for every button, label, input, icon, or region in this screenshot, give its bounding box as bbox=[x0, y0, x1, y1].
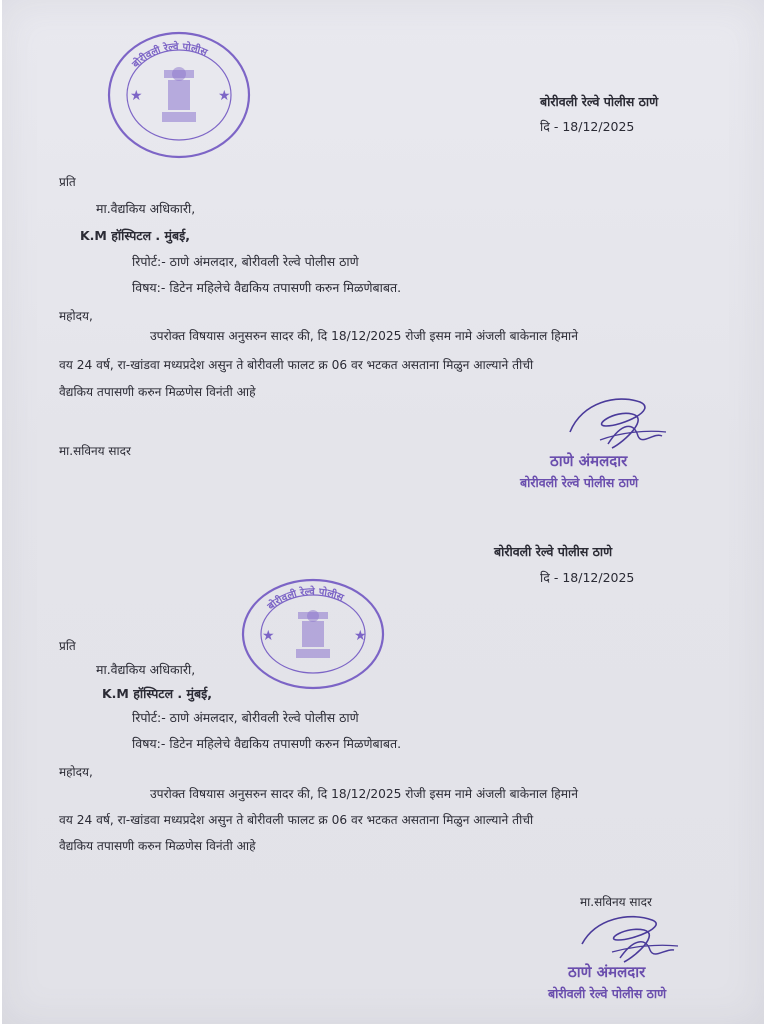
subject-line: विषय:- डिटेन महिलेचे वैद्यकिय तपासणी करुन मिळणेबाबत. bbox=[132, 280, 402, 295]
subject-line: विषय:- डिटेन महिलेचे वैद्यकिय तपासणी करुन मिळणेबाबत. bbox=[132, 736, 402, 751]
stamp-designation: ठाणे अंमलदार bbox=[550, 452, 628, 470]
prati-label: प्रति bbox=[59, 639, 76, 653]
salutation: महोदय, bbox=[59, 765, 93, 779]
station-name: बोरीवली रेल्वे पोलीस ठाणे bbox=[540, 94, 659, 109]
signature-icon bbox=[562, 392, 672, 454]
report-line: रिपोर्ट:- ठाणे अंमलदार, बोरीवली रेल्वे पोलीस ठाणे bbox=[132, 254, 359, 269]
svg-text:★: ★ bbox=[130, 88, 143, 104]
letter-date: दि - 18/12/2025 bbox=[540, 570, 635, 585]
svg-text:★: ★ bbox=[354, 628, 367, 644]
body-line-2: वय 24 वर्ष, रा-खांडवा मध्यप्रदेश असुन ते बोरीवली फालट क्र 06 वर भटकत असताना मिळुन आल्याने तीची bbox=[59, 358, 534, 372]
recipient-line-1: मा.वैद्यकिय अधिकारी, bbox=[96, 662, 196, 677]
letter-date: दि - 18/12/2025 bbox=[540, 119, 635, 134]
svg-text:बोरीवली रेल्वे पोलीस bbox=[128, 40, 209, 71]
scanned-document bbox=[2, 0, 764, 1024]
report-line: रिपोर्ट:- ठाणे अंमलदार, बोरीवली रेल्वे पोलीस ठाणे bbox=[132, 710, 359, 725]
svg-text:★: ★ bbox=[218, 88, 231, 104]
closing-line: मा.सविनय सादर bbox=[580, 895, 652, 909]
closing-line: मा.सविनय सादर bbox=[59, 444, 131, 458]
body-line-3: वैद्यकिय तपासणी करुन मिळणेस विनंती आहे bbox=[59, 839, 256, 853]
svg-text:★: ★ bbox=[262, 628, 275, 644]
police-seal-icon bbox=[106, 30, 252, 160]
salutation: महोदय, bbox=[59, 309, 93, 323]
seal-arc-text: बोरीवली रेल्वे पोलीस bbox=[130, 41, 209, 71]
recipient-line-2: K.M हॉस्पिटल . मुंबई, bbox=[80, 228, 191, 243]
recipient-line-1: मा.वैद्यकिय अधिकारी, bbox=[96, 201, 196, 216]
stamp-station: बोरीवली रेल्वे पोलीस ठाणे bbox=[548, 986, 667, 1001]
body-line-1: उपरोक्त विषयास अनुसरुन सादर की, दि 18/12/2025 रोजी इसम नामे अंजली बाकेनाल हिमाने bbox=[150, 329, 578, 343]
police-seal-icon bbox=[240, 578, 386, 690]
body-line-3: वैद्यकिय तपासणी करुन मिळणेस विनंती आहे bbox=[59, 385, 256, 399]
station-name: बोरीवली रेल्वे पोलीस ठाणे bbox=[494, 544, 613, 559]
signature-icon bbox=[572, 908, 682, 968]
stamp-station: बोरीवली रेल्वे पोलीस ठाणे bbox=[520, 475, 639, 490]
body-line-1: उपरोक्त विषयास अनुसरुन सादर की, दि 18/12/2025 रोजी इसम नामे अंजली बाकेनाल हिमाने bbox=[150, 787, 578, 801]
seal-arc-text: बोरीवली रेल्वे पोलीस bbox=[265, 586, 345, 613]
stamp-designation: ठाणे अंमलदार bbox=[568, 963, 646, 981]
prati-label: प्रति bbox=[59, 175, 76, 189]
recipient-line-2: K.M हॉस्पिटल . मुंबई, bbox=[102, 686, 213, 701]
body-line-2: वय 24 वर्ष, रा-खांडवा मध्यप्रदेश असुन ते बोरीवली फालट क्र 06 वर भटकत असताना मिळुन आल्याने तीची bbox=[59, 813, 534, 827]
